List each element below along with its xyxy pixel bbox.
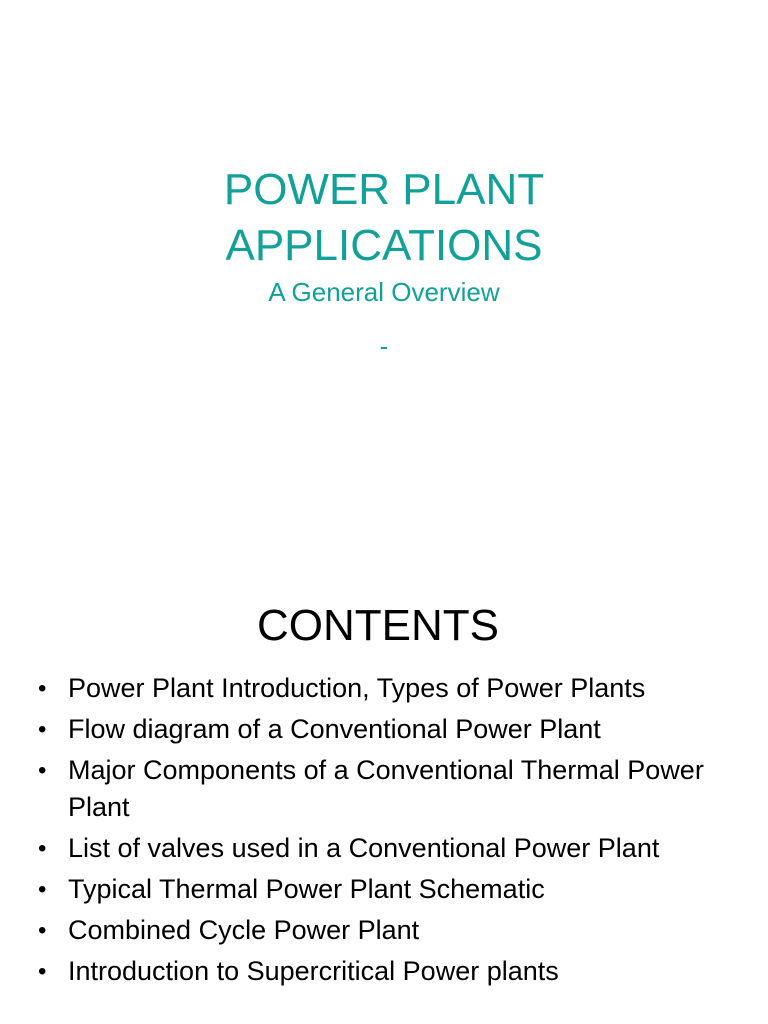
- list-item-label: Combined Cycle Power Plant: [68, 915, 420, 945]
- bullet-icon: •: [38, 958, 47, 985]
- list-item: [0, 670, 740, 707]
- title-slide: [0, 162, 768, 362]
- bullet-icon: •: [38, 835, 47, 862]
- contents-list: [0, 670, 740, 994]
- list-item: [0, 752, 740, 826]
- list-item: [0, 871, 740, 908]
- title-line-1: POWER PLANT: [223, 165, 545, 214]
- list-item-label: List of valves used in a Conventional Power Plant: [68, 833, 660, 863]
- list-item: [0, 711, 740, 748]
- dash-separator: -: [379, 331, 389, 361]
- subtitle: A General Overview: [268, 277, 500, 307]
- list-item-label: Major Components of a Conventional Thermal Power Plant: [68, 755, 704, 822]
- list-item: [0, 830, 740, 867]
- contents-heading: CONTENTS: [257, 601, 499, 650]
- bullet-icon: •: [38, 675, 47, 702]
- bullet-icon: •: [38, 917, 47, 944]
- list-item-label: Introduction to Supercritical Power plants: [68, 956, 559, 986]
- list-item: [0, 912, 740, 949]
- list-item-label: Flow diagram of a Conventional Power Plant: [68, 714, 601, 744]
- list-item-label: Typical Thermal Power Plant Schematic: [68, 874, 545, 904]
- bullet-icon: •: [38, 757, 47, 784]
- bullet-icon: •: [38, 876, 47, 903]
- title-line-2: APPLICATIONS: [225, 221, 543, 270]
- list-item: [0, 953, 740, 990]
- bullet-icon: •: [38, 716, 47, 743]
- list-item-label: Power Plant Introduction, Types of Power Plants: [68, 673, 646, 703]
